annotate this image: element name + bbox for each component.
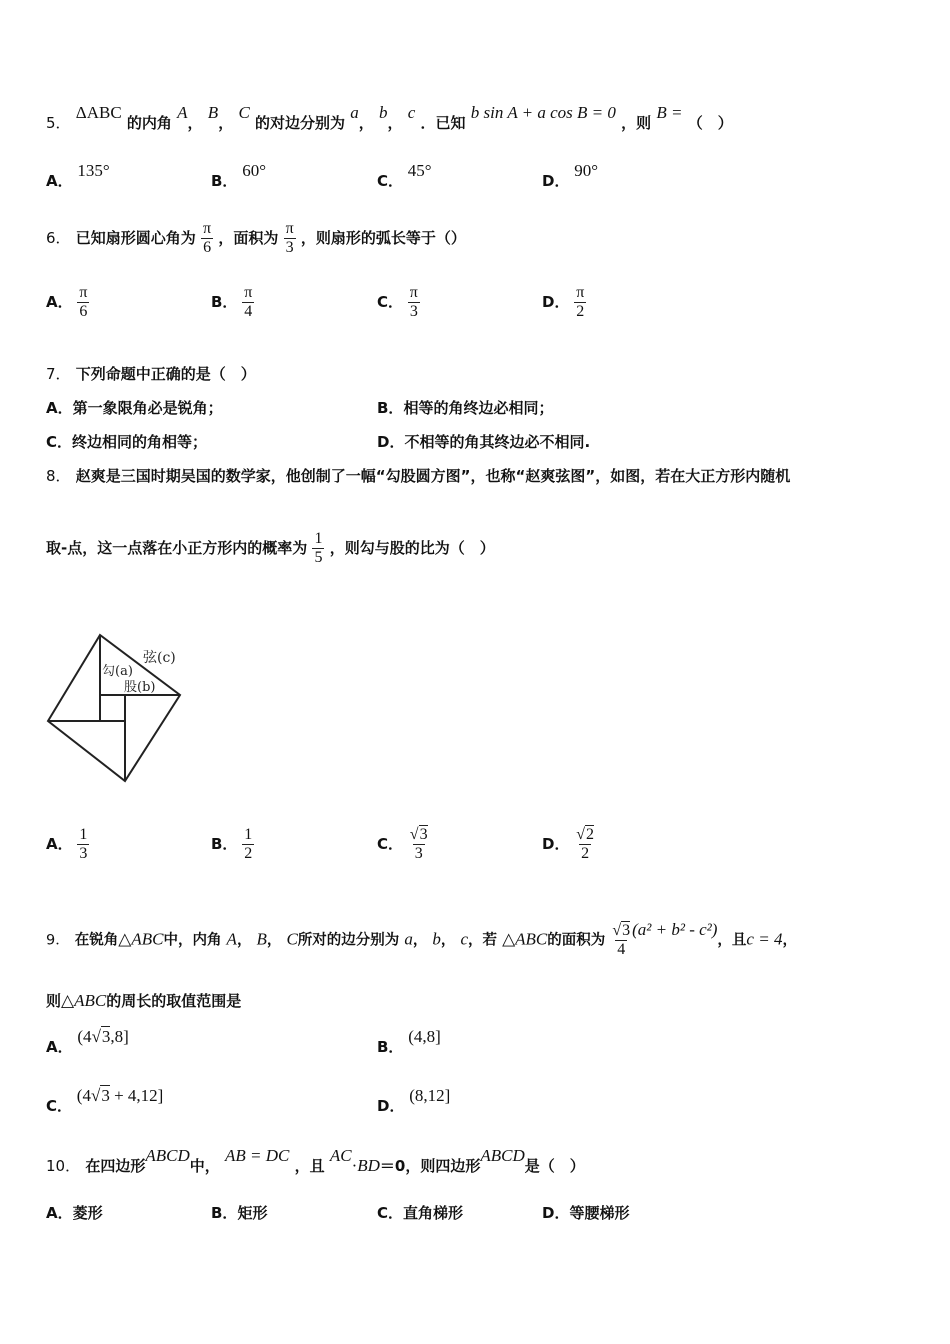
option-label: B． (211, 172, 238, 190)
sqrt: √3 (409, 826, 428, 843)
option-d[interactable] (542, 826, 596, 863)
option-value: 45° (407, 161, 432, 180)
question-number: 7． (46, 365, 71, 383)
question-9 (46, 919, 797, 959)
option-b[interactable] (211, 1202, 267, 1223)
value-prefix: (4 (76, 1086, 91, 1105)
radicand: 2 (586, 826, 595, 843)
option-d[interactable] (377, 431, 590, 452)
fraction-denominator: 3 (409, 303, 418, 320)
option-value: (8,12] (409, 1086, 451, 1105)
fraction-denominator: 2 (581, 845, 590, 862)
math-equation: b sin A + a cos B = 0 (470, 103, 616, 122)
fraction-denominator: 6 (203, 239, 212, 256)
math-equation: c = 4 (746, 929, 783, 949)
value-suffix: ,8] (110, 1027, 129, 1046)
question-9-line2 (46, 990, 241, 1011)
math-var: A (226, 929, 237, 949)
value-prefix: (4 (77, 1027, 92, 1046)
option-d[interactable] (542, 284, 586, 321)
option-value: 60° (242, 161, 267, 180)
answer-paren: （ ） (687, 114, 733, 132)
option-label: D． (377, 433, 405, 451)
option-label: A． (46, 835, 73, 853)
question-7 (46, 363, 256, 384)
option-label: B． (211, 293, 238, 311)
question-text: 已知扇形圆心角为 (75, 229, 196, 247)
option-value (77, 1086, 164, 1105)
question-6 (46, 220, 466, 257)
option-a[interactable] (46, 397, 223, 418)
fraction-numerator: 1 (244, 826, 253, 843)
question-text: ，且 (717, 932, 747, 949)
math-var: a (350, 103, 359, 122)
math-var: ABCD (145, 1146, 190, 1165)
fraction-numerator: 1 (314, 530, 323, 547)
separator: ， (387, 114, 403, 132)
question-text: 则 (46, 992, 62, 1010)
question-text: ．已知 (420, 114, 466, 132)
fraction (242, 826, 254, 863)
question-text: ，则四边形 (405, 1157, 481, 1175)
option-label: B． (377, 1038, 404, 1056)
question-text: 的对边分别为 (255, 114, 346, 132)
math-expression: B = (656, 103, 683, 122)
fraction-denominator: 3 (414, 845, 423, 862)
math-var: b (379, 103, 388, 122)
question-text: 赵爽是三国时期吴国的数学家，他创制了一幅“勾股圆方图”，也称“赵爽弦图”，如图，若在大正方形内随机 (75, 467, 791, 485)
triangle-symbol: ΔABC (75, 103, 122, 122)
label-long-leg: 股(b) (124, 680, 156, 695)
option-label: C． (377, 1204, 404, 1222)
label-hypotenuse: 弦(c) (143, 650, 176, 666)
fraction-numerator: π (285, 220, 294, 237)
fraction (242, 284, 254, 321)
option-value: 135° (77, 161, 110, 180)
fraction (610, 922, 632, 959)
question-text: 所对的边分别为 (297, 932, 400, 949)
option-c[interactable] (377, 826, 430, 863)
fraction-numerator: π (576, 284, 585, 301)
separator: ， (358, 114, 374, 132)
option-b[interactable] (211, 826, 254, 863)
option-b[interactable] (211, 284, 254, 321)
option-label: C． (377, 293, 404, 311)
label-short-leg: 勾(a) (102, 664, 133, 679)
fraction (77, 826, 89, 863)
separator: ， (266, 932, 282, 949)
question-text: 是（ ） (524, 1157, 585, 1175)
question-text: ，若 (468, 932, 498, 949)
radicand: 3 (622, 922, 631, 939)
fraction-denominator: 2 (576, 303, 585, 320)
question-number: 10． (46, 1157, 81, 1175)
option-label: C． (377, 835, 404, 853)
option-label: B． (211, 1204, 238, 1222)
question-number: 6． (46, 229, 71, 247)
option-d[interactable] (542, 161, 599, 191)
fraction-numerator: π (203, 220, 212, 237)
question-text: 中，内角 (163, 932, 222, 949)
option-text: 直角梯形 (403, 1204, 464, 1222)
fraction-denominator: 4 (244, 303, 253, 320)
fraction (408, 826, 430, 863)
question-text: ，则勾与股的比为（ ） (329, 539, 495, 557)
fraction-numerator: π (244, 284, 253, 301)
separator: ， (236, 932, 252, 949)
option-label: C． (46, 1097, 73, 1115)
option-c[interactable] (46, 431, 207, 452)
separator: ， (440, 932, 456, 949)
question-text: ，则扇形的弧长等于（） (300, 229, 466, 247)
zhao-shuang-diagram (40, 625, 190, 790)
question-5 (46, 103, 733, 133)
triangle-symbol: △ABC (61, 991, 107, 1010)
question-number: 5． (46, 114, 71, 132)
option-d[interactable] (377, 1086, 451, 1116)
option-c[interactable] (46, 1086, 164, 1116)
option-label: B． (377, 399, 404, 417)
question-text: 的面积为 (547, 932, 606, 949)
option-a[interactable] (46, 1027, 129, 1057)
option-label: A． (46, 1204, 73, 1222)
option-text: 终边相同的角相等； (72, 433, 208, 451)
option-a[interactable] (46, 284, 89, 321)
radicand: 3 (101, 1086, 110, 1105)
option-text: 第一象限角必是锐角； (72, 399, 223, 417)
option-c[interactable] (377, 284, 420, 321)
fraction (312, 530, 324, 567)
option-label: C． (377, 172, 404, 190)
option-text: 菱形 (72, 1204, 103, 1222)
math-equation: ＝0 (379, 1157, 406, 1175)
question-text: 的周长的取值范围是 (106, 992, 242, 1010)
option-label: D． (542, 835, 570, 853)
value-suffix: + 4,12] (109, 1086, 164, 1105)
option-label: B． (211, 835, 238, 853)
fraction-denominator: 3 (79, 845, 88, 862)
question-text: 的内角 (126, 114, 172, 132)
fraction (574, 826, 596, 863)
question-number: 8． (46, 467, 71, 485)
option-text: 相等的角终边必相同； (403, 399, 554, 417)
option-value: (4,8] (408, 1027, 441, 1046)
option-text: 等腰梯形 (569, 1204, 630, 1222)
option-text: 不相等的角其终边必不相同. (404, 433, 591, 451)
option-b[interactable] (377, 397, 553, 418)
option-a[interactable] (46, 826, 89, 863)
math-var: c (460, 929, 469, 949)
fraction-numerator (408, 826, 430, 844)
fraction-numerator: π (409, 284, 418, 301)
vector-ac: AC (329, 1146, 352, 1165)
option-label: A． (46, 172, 73, 190)
option-value (77, 1027, 128, 1046)
question-text: 在锐角 (74, 932, 119, 949)
math-var: ABCD (480, 1146, 525, 1165)
fraction-numerator: π (79, 284, 88, 301)
option-value: 90° (574, 161, 599, 180)
math-var: b (432, 929, 441, 949)
question-text: 中， (189, 1157, 220, 1175)
triangle-symbol: △ABC (502, 929, 548, 949)
option-label: D． (377, 1097, 405, 1115)
separator: ， (412, 932, 428, 949)
option-b[interactable] (377, 1027, 441, 1057)
math-var: C (238, 103, 250, 122)
math-var: C (286, 929, 298, 949)
fraction-denominator: 3 (285, 239, 294, 256)
separator: ， (782, 932, 797, 949)
option-label: A． (46, 293, 73, 311)
fraction-denominator: 4 (617, 941, 626, 958)
fraction-numerator (610, 922, 632, 940)
sqrt: √3 (612, 922, 631, 939)
option-a[interactable] (46, 161, 110, 191)
radicand: 3 (419, 826, 428, 843)
question-text: ，则 (621, 114, 652, 132)
question-number: 9． (46, 932, 70, 949)
question-text: ，面积为 (218, 229, 279, 247)
option-label: A． (46, 399, 73, 417)
math-var: B (256, 929, 267, 949)
fraction-numerator (574, 826, 596, 844)
option-label: D． (542, 172, 570, 190)
question-text: ，且 (294, 1157, 325, 1175)
option-label: D． (542, 1204, 570, 1222)
sqrt: √3 (91, 1027, 111, 1046)
option-text: 矩形 (237, 1204, 268, 1222)
option-c[interactable] (377, 1202, 463, 1223)
fraction-denominator: 6 (79, 303, 88, 320)
math-expression: (a² + b² - c²) (632, 919, 718, 939)
math-var: c (407, 103, 416, 122)
separator: ， (187, 114, 203, 132)
option-b[interactable] (211, 161, 267, 191)
vector-bd: BD (357, 1156, 380, 1175)
option-label: D． (542, 293, 570, 311)
fraction (284, 220, 296, 257)
math-var: B (207, 103, 219, 122)
math-equation: AB = DC (224, 1146, 290, 1165)
question-text: 在四边形 (85, 1157, 146, 1175)
question-text: 取-点，这一点落在小正方形内的概率为 (46, 539, 308, 557)
sqrt: √3 (90, 1086, 110, 1105)
fraction-denominator: 2 (244, 845, 253, 862)
dot-operator: · (351, 1156, 358, 1175)
option-c[interactable] (377, 161, 432, 191)
question-8 (46, 465, 790, 486)
fraction-numerator: 1 (79, 826, 88, 843)
math-var: A (177, 103, 188, 122)
option-d[interactable] (542, 1202, 629, 1223)
math-var: a (404, 929, 413, 949)
fraction (408, 284, 420, 321)
fraction (201, 220, 213, 257)
option-label: A． (46, 1038, 73, 1056)
fraction (77, 284, 89, 321)
fraction (574, 284, 586, 321)
separator: ， (218, 114, 234, 132)
question-8-line2 (46, 530, 495, 567)
question-text: 下列命题中正确的是（ ） (75, 365, 256, 383)
triangle-symbol: △ABC (118, 929, 164, 949)
option-a[interactable] (46, 1202, 103, 1223)
radicand: 3 (101, 1027, 111, 1046)
question-10 (46, 1146, 585, 1176)
fraction-denominator: 5 (314, 549, 323, 566)
sqrt: √2 (576, 826, 595, 843)
option-label: C． (46, 433, 73, 451)
